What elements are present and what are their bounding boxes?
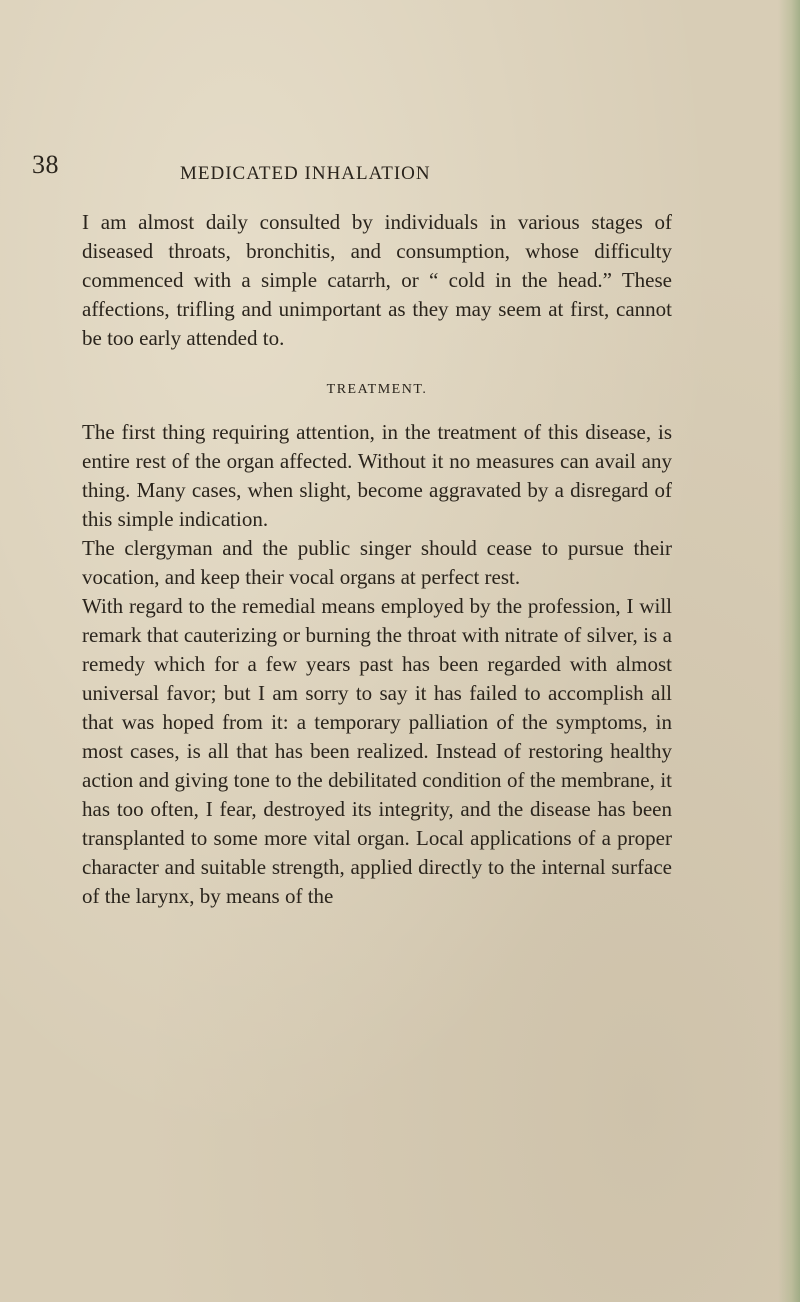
page-number: 38 — [32, 150, 59, 179]
page-edge-shading — [778, 0, 800, 1302]
paragraph-1: I am almost daily consulted by individuals in various stages of diseased throats, bronchitis, and consumption, whose difficulty commenced with a simple catarrh, or “ cold in the head.” These affections, trifling and unimportant as they may seem at first, cannot be too early attended to. — [82, 210, 672, 350]
paragraph-3: The clergyman and the public singer should cease to pursue their vocation, and keep their vocal organs at perfect rest. — [82, 536, 672, 589]
running-title: MEDICATED INHALATION — [180, 163, 431, 184]
paragraph-4: With regard to the remedial means employed by the profession, I will remark that cauterizing or burning the throat with nitrate of silver, is a remedy which for a few years past has been regarded with almost universal favor; but I am sorry to say it has failed to accomplish all that was hoped from it: a temporary palliation of the symptoms, in most cases, is all that has been realized. Instead of restoring healthy action and giving tone to the debilitated condition of the membrane, it has too often, I fear, destroyed its integrity, and the disease has been transplanted to some more vital organ. Local applications of a proper character and suitable strength, applied directly to the internal surface of the larynx, by means of the — [82, 594, 672, 908]
body-text — [82, 208, 672, 911]
paragraph-2: The first thing requiring attention, in the treatment of this disease, is entire rest of the organ affected. Without it no measures can avail any thing. Many cases, when slight, become aggravated by a disregard of this simple indication. — [82, 420, 672, 531]
section-heading: TREATMENT. — [326, 382, 428, 397]
